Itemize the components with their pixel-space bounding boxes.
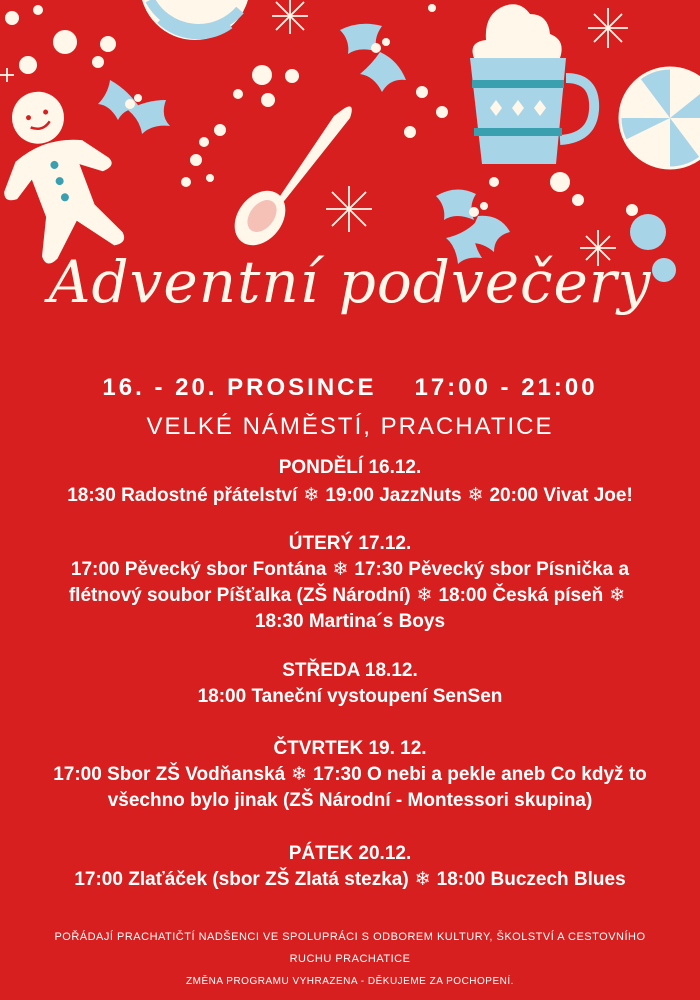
peppermint-candy-right-icon [620, 68, 700, 168]
program-item: 18:30 Radostné přátelství [67, 485, 298, 506]
program-line [0, 867, 700, 893]
peppermint-candy-icon [140, 0, 250, 40]
program-item: 17:00 Pěvecký sbor Fontána [70, 559, 327, 580]
program-item: 17:00 Sbor ZŠ Vodňanská [53, 764, 286, 785]
dots-left-icon [5, 5, 116, 74]
event-title: Adventní podvečery [48, 248, 652, 316]
program-item: 18:00 Buczech Blues [436, 869, 626, 890]
holly-top-icon [340, 24, 406, 92]
snowflake-separator-icon: ❄ [609, 585, 626, 606]
program-item: 17:30 Pěvecký sbor Písnička a [354, 559, 630, 580]
program-item: 17:30 O nebi a pekle aneb Co když to [313, 764, 647, 785]
event-dates-time [0, 374, 700, 402]
snowflake-separator-icon: ❄ [416, 585, 433, 606]
program-line [0, 684, 700, 710]
program-monday [0, 457, 700, 509]
program-friday [0, 843, 700, 893]
day-heading-monday: PONDĚLÍ 16.12. [278, 457, 422, 478]
snowflake-separator-icon: ❄ [332, 559, 349, 580]
dots-middle-icon [181, 65, 299, 187]
program-tuesday [0, 533, 700, 635]
program-item: flétnový soubor Píšťalka (ZŠ Národní) [68, 585, 411, 606]
program-item: 17:00 Zlaťáček (sbor ZŠ Zlatá stezka) [74, 869, 409, 890]
dots-center-icon [404, 4, 448, 138]
day-heading-tuesday: ÚTERÝ 17.12. [288, 533, 412, 554]
program-item: 18:00 Česká píseň [438, 585, 604, 606]
program-line [0, 583, 700, 609]
program-thursday [0, 738, 700, 814]
snowflake-top-right-icon [588, 8, 628, 48]
event-dates: 16. - 20. PROSINCE [102, 374, 377, 401]
snowflake-separator-icon: ❄ [291, 764, 308, 785]
holly-left-icon [98, 80, 170, 134]
event-time: 17:00 - 21:00 [414, 374, 598, 401]
organizers-line: RUCHU PRACHATICE [289, 953, 411, 965]
program-line [0, 483, 700, 509]
program-line [0, 762, 700, 788]
organizers-line: POŘÁDAJÍ PRACHATIČTÍ NADŠENCI VE SPOLUPRÁCI S ODBOREM KULTURY, ŠKOLSTVÍ A CESTOVNÍHO [54, 931, 646, 943]
day-heading-friday: PÁTEK 20.12. [288, 843, 412, 864]
hot-chocolate-mug-icon [470, 4, 594, 164]
event-venue: VELKÉ NÁMĚSTÍ, PRACHATICE [146, 413, 554, 440]
program-line [0, 609, 700, 635]
snowflake-left-icon [0, 68, 14, 82]
program-line [0, 788, 700, 814]
snowflake-separator-icon: ❄ [414, 869, 431, 890]
snowflake-middle-icon [326, 186, 372, 232]
program-line [0, 557, 700, 583]
program-item: 18:30 Martina´s Boys [254, 611, 446, 632]
program-item: všechno bylo jinak (ZŠ Národní - Montessori skupina) [107, 790, 593, 811]
program-change-note: ZMĚNA PROGRAMU VYHRAZENA - DĚKUJEME ZA POCHOPENÍ. [186, 976, 514, 987]
spoon-icon [224, 106, 352, 255]
snowflake-separator-icon: ❄ [467, 485, 484, 506]
snowflake-separator-icon: ❄ [303, 485, 320, 506]
snowflake-top-icon [272, 0, 308, 34]
day-heading-thursday: ČTVRTEK 19. 12. [273, 738, 427, 759]
program-wednesday [0, 660, 700, 710]
organizers-note [0, 926, 700, 970]
program-item: 20:00 Vivat Joe! [489, 485, 633, 506]
day-heading-wednesday: STŘEDA 18.12. [282, 660, 418, 681]
program-item: 19:00 JazzNuts [325, 485, 462, 506]
program-item: 18:00 Taneční vystoupení SenSen [197, 686, 503, 707]
